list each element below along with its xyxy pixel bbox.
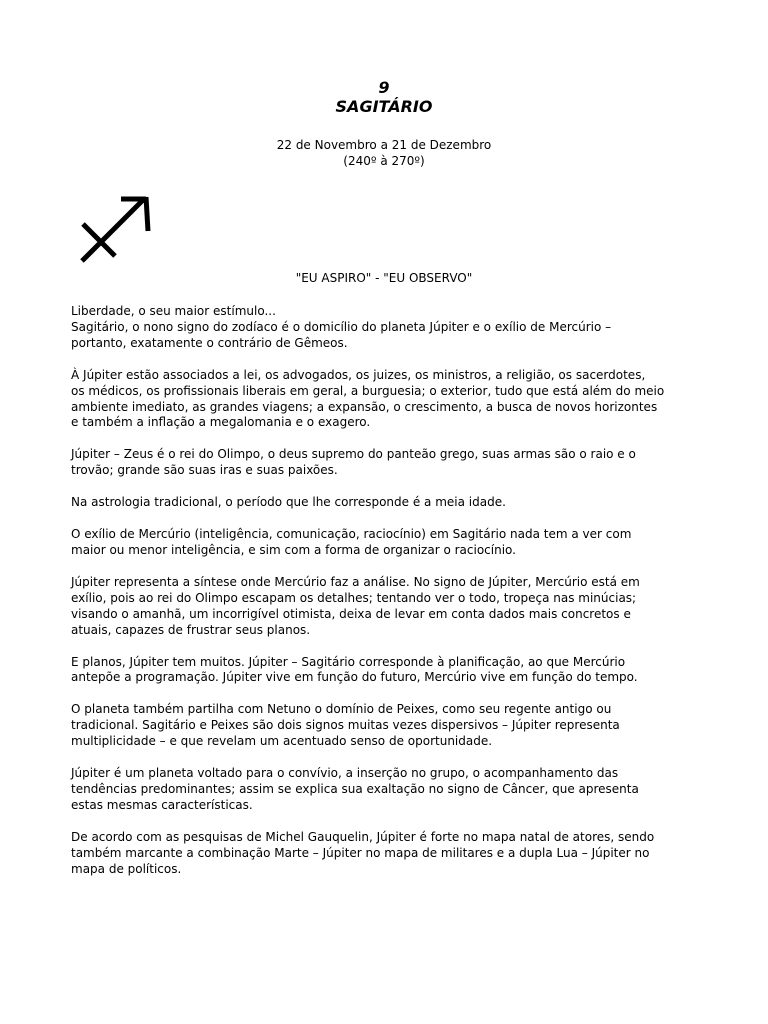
motto: "EU ASPIRO" - "EU OBSERVO" [295, 271, 473, 285]
sagittarius-icon [78, 194, 154, 264]
text-line: portanto, exatamente o contrário de Gêmeos. [71, 335, 348, 350]
text-line: exílio, pois ao rei do Olimpo escapam os detalhes; tentando ver o todo, tropeça nas minúcias; [71, 590, 637, 605]
body-text [71, 304, 711, 893]
paragraph [71, 304, 711, 352]
text-line: antepõe a programação. Júpiter vive em função do futuro, Mercúrio vive em função do tempo. [71, 670, 638, 685]
text-line: Sagitário, o nono signo do zodíaco é o domicílio do planeta Júpiter e o exílio de Mercúrio – [71, 319, 612, 334]
date-range: 22 de Novembro a 21 de Dezembro [276, 138, 492, 152]
text-line: maior ou menor inteligência, e sim com a forma de organizar o raciocínio. [71, 542, 516, 557]
paragraph [71, 527, 711, 559]
text-line: também marcante a combinação Marte – Júpiter no mapa de militares e a dupla Lua – Júpiter no [71, 845, 650, 860]
text-line: tendências predominantes; assim se explica sua exaltação no signo de Câncer, que apresenta [71, 781, 639, 796]
paragraph [71, 575, 711, 639]
text-line: Na astrologia tradicional, o período que lhe corresponde é a meia idade. [71, 495, 506, 510]
paragraph [71, 702, 711, 750]
text-line: De acordo com as pesquisas de Michel Gauquelin, Júpiter é forte no mapa natal de atores, sendo [71, 829, 655, 844]
degree-range: (240º à 270º) [343, 154, 425, 168]
paragraph [71, 495, 711, 511]
text-line: ambiente imediato, as grandes viagens; a expansão, o crescimento, a busca de novos horizontes [71, 399, 658, 414]
paragraph [71, 766, 711, 814]
chapter-number: 9 [378, 78, 390, 97]
text-line: tradicional. Sagitário e Peixes são dois signos muitas vezes dispersivos – Júpiter representa [71, 718, 620, 733]
paragraph [71, 830, 711, 878]
text-line: os médicos, os profissionais liberais em geral, a burguesia; o exterior, tudo que está além do meio [71, 383, 665, 398]
chapter-title: SAGITÁRIO [335, 97, 433, 116]
text-line: visando o amanhã, um incorrigível otimista, deixa de levar em conta dados mais concretos e [71, 606, 631, 621]
paragraph [71, 368, 711, 432]
text-line: e também a inflação a megalomania e o exagero. [71, 415, 371, 430]
paragraph [71, 655, 711, 687]
text-line: multiplicidade – e que revelam um acentuado senso de oportunidade. [71, 734, 493, 749]
text-line: E planos, Júpiter tem muitos. Júpiter – Sagitário corresponde à planificação, ao que Mercúrio [71, 654, 626, 669]
text-line: À Júpiter estão associados a lei, os advogados, os juizes, os ministros, a religião, os sacerdotes, [71, 367, 646, 382]
text-line: Júpiter é um planeta voltado para o convívio, a inserção no grupo, o acompanhamento das [71, 766, 619, 781]
text-line: O exílio de Mercúrio (inteligência, comunicação, raciocínio) em Sagitário nada tem a ver com [71, 527, 632, 542]
text-line: Júpiter – Zeus é o rei do Olimpo, o deus supremo do panteão grego, suas armas são o raio e o [71, 447, 636, 462]
text-line: mapa de políticos. [71, 861, 182, 876]
text-line: Liberdade, o seu maior estímulo... [71, 304, 276, 318]
text-line: O planeta também partilha com Netuno o domínio de Peixes, como seu regente antigo ou [71, 702, 612, 717]
text-line: trovão; grande são suas iras e suas paixões. [71, 463, 338, 478]
text-line: Júpiter representa a síntese onde Mercúrio faz a análise. No signo de Júpiter, Mercúrio está em [71, 574, 640, 589]
text-line: atuais, capazes de frustrar seus planos. [71, 622, 311, 637]
paragraph [71, 447, 711, 479]
text-line: estas mesmas características. [71, 797, 253, 812]
